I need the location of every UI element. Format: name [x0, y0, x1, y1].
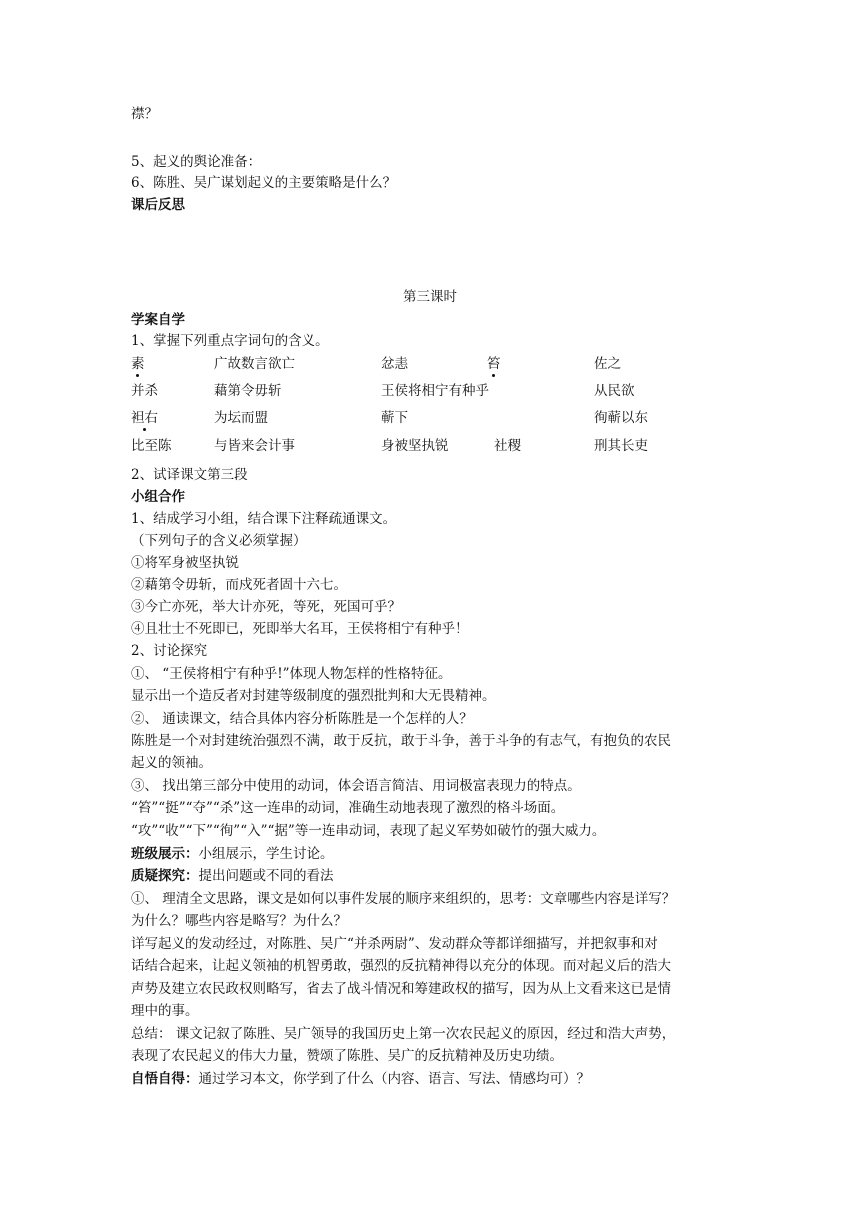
self-reflection-label: 自悟自得：: [131, 1071, 199, 1087]
text-line: ③今亡亦死，举大计亦死，等死，死国可乎？: [131, 599, 401, 615]
vocab-item: 袒右: [131, 410, 158, 426]
text-line: 陈胜是一个对封建统治强烈不满，敢于反抗，敢于斗争，善于斗争的有志气，有抱负的农民: [131, 733, 671, 749]
summary-line: 表现了农民起义的伟大力量，赞颂了陈胜、吴广的反抗精神及历史功绩。: [131, 1048, 563, 1064]
vocab-item: 藉第令毋斩: [214, 383, 282, 399]
text-line: 起义的领袖。: [131, 755, 212, 771]
inquiry-line: [131, 866, 334, 886]
vocab-item: 佐之: [594, 356, 621, 372]
vocab-item: 身被坚执锐: [381, 438, 449, 454]
class-showcase-text: 小组展示，学生讨论。: [198, 846, 334, 862]
text-line: ①、 理清全文思路，课文是如何以事件发展的顺序来组织的，思考：文章哪些内容是详写？: [131, 891, 676, 907]
text-line: 2、讨论探究: [131, 643, 208, 659]
question-6: 6、陈胜、吴广谋划起义的主要策略是什么？: [131, 175, 397, 191]
vocab-item: 为坛而盟: [214, 410, 268, 426]
question-5: 5、起义的舆论准备：: [131, 154, 262, 170]
self-reflection-line: [131, 1069, 590, 1089]
text-line: 声势及建立农民政权则略写，省去了战斗情况和筹建政权的描写，因为从上文看来这已是情: [131, 981, 671, 997]
text-line: 为什么？哪些内容是略写？为什么？: [131, 913, 347, 929]
vocab-item: 蕲下: [381, 410, 408, 426]
task-1: 1、掌握下列重点字词句的含义。: [131, 333, 329, 349]
vocab-item: 从民欲: [594, 383, 635, 399]
class-showcase-line: [131, 844, 334, 864]
text-line: ②、 通读课文，结合具体内容分析陈胜是一个怎样的人？: [131, 711, 473, 727]
text-line: 详写起义的发动经过，对陈胜、吴广“并杀两尉”、发动群众等都详细描写，并把叙事和对: [131, 936, 658, 952]
vocab-item: 王侯将相宁有种乎: [381, 383, 489, 399]
section-heading-reflection: 课后反思: [131, 197, 185, 213]
text-line: ③、 找出第三部分中使用的动词，体会语言简洁、用词极富表现力的特点。: [131, 778, 581, 794]
vocab-item: 比至陈: [131, 438, 172, 454]
lesson-title: 第三课时: [403, 289, 457, 305]
class-showcase-label: 班级展示：: [131, 846, 199, 862]
inquiry-label: 质疑探究：: [131, 868, 199, 884]
inquiry-text: 提出问题或不同的看法: [198, 868, 334, 884]
self-reflection-text: 通过学习本文，你学到了什么（内容、语言、写法、情感均可）？: [198, 1071, 590, 1087]
vocab-item: 忿恚: [381, 356, 408, 372]
text-line: 襟？: [131, 106, 158, 122]
vocab-item: 社稷: [494, 438, 521, 454]
vocab-item: 徇蕲以东: [594, 410, 648, 426]
section-heading-self-study: 学案自学: [131, 312, 185, 328]
task-2: 2、试译课文第三段: [131, 467, 248, 483]
vocab-item: 素: [131, 356, 145, 372]
text-line: ②藉第令毋斩，而戍死者固十六七。: [131, 577, 347, 593]
vocab-item: 并杀: [131, 383, 158, 399]
text-line: “笞”“挺”“夺”“杀”这一连串的动词，准确生动地表现了激烈的格斗场面。: [131, 800, 565, 816]
section-heading-group-work: 小组合作: [131, 489, 185, 505]
text-line: 理中的事。: [131, 1003, 199, 1019]
text-line: （下列句子的含义必须掌握）: [131, 533, 307, 549]
text-line: 话结合起来，让起义领袖的机智勇敢，强烈的反抗精神得以充分的体现。而对起义后的浩大: [131, 958, 671, 974]
vocab-item: 笞: [487, 356, 501, 372]
vocab-item: 广故数言欲亡: [214, 356, 295, 372]
text-line: ①将军身被坚执锐: [131, 555, 239, 571]
text-line: 1、结成学习小组，结合课下注释疏通课文。: [131, 511, 397, 527]
vocab-item: 与皆来会计事: [214, 438, 295, 454]
text-line: 显示出一个造反者对封建等级制度的强烈批判和大无畏精神。: [131, 688, 496, 704]
text-line: “攻”“收”“下”“徇”“入”“据”等一连串动词，表现了起义军势如破竹的强大威力。: [131, 823, 606, 839]
text-line: ①、 “王侯将相宁有种乎!”体现人物怎样的性格特征。: [131, 666, 452, 682]
text-line: ④且壮士不死即已，死即举大名耳，王侯将相宁有种乎！: [131, 621, 469, 637]
vocab-item: 刑其长吏: [594, 438, 648, 454]
summary-line: 总结： 课文记叙了陈胜、吴广领导的我国历史上第一次农民起义的原因，经过和浩大声势，: [131, 1026, 676, 1042]
